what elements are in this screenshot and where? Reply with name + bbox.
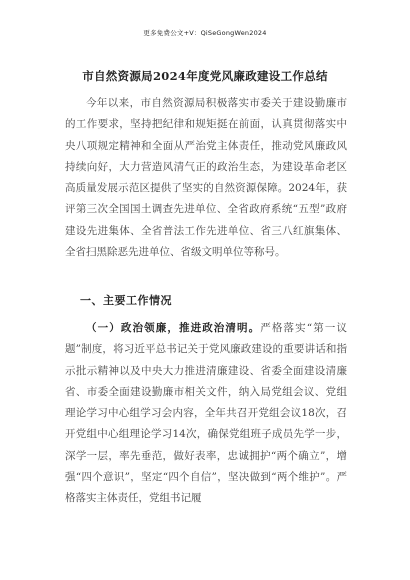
- intro-paragraph: 今年以来，市自然资源局积极落实市委关于建设勤廉市的工作要求，坚持把纪律和规矩挺在前面，认真贯彻落实中央八项规定精神和全面从严治党主体责任，推动党风廉政风持续向好，大力营造风清气正的政治生态，为建设革命老区高质量发展示范区提供了坚实的自然资源保障。2024年，获评第三次全国国土调查先进单位、全省政府系统“五型”政府建设先进集体、全省普法工作先进单位、省三八红旗集体、全省扫黑除恶先进单位、省级文明单位等称号。: [65, 97, 347, 259]
- section-heading: 一、主要工作情况: [80, 294, 172, 307]
- document-title: 市自然资源局2024年度党风廉政建设工作总结: [82, 69, 328, 83]
- subsection-paragraph: [65, 318, 347, 510]
- subsection-text: 严格落实“第一议题”制度，将习近平总书记关于党风廉政建设的重要讲话和指示批示精神以及中央大力推进清廉建设、省委全面建设清廉省、市委全面建设勤廉市相关文件，纳入局党组会议、党组理论学习中心组学习会内容，全年共召开党组会议18次，召开党组中心组理论学习14次，确保党组班子成员先学一步，深学一层，率先垂范，做好表率，忠诚拥护“两个确立”，增强“四个意识”，坚定“四个自信”，坚决做到“两个维护”。严格落实主体责任，党组书记履: [65, 322, 347, 505]
- header-note: 更多免费公文+V：QiSeGongWen2024: [143, 29, 267, 37]
- subsection-lead: （一）政治领廉，推进政治清明。: [86, 322, 261, 334]
